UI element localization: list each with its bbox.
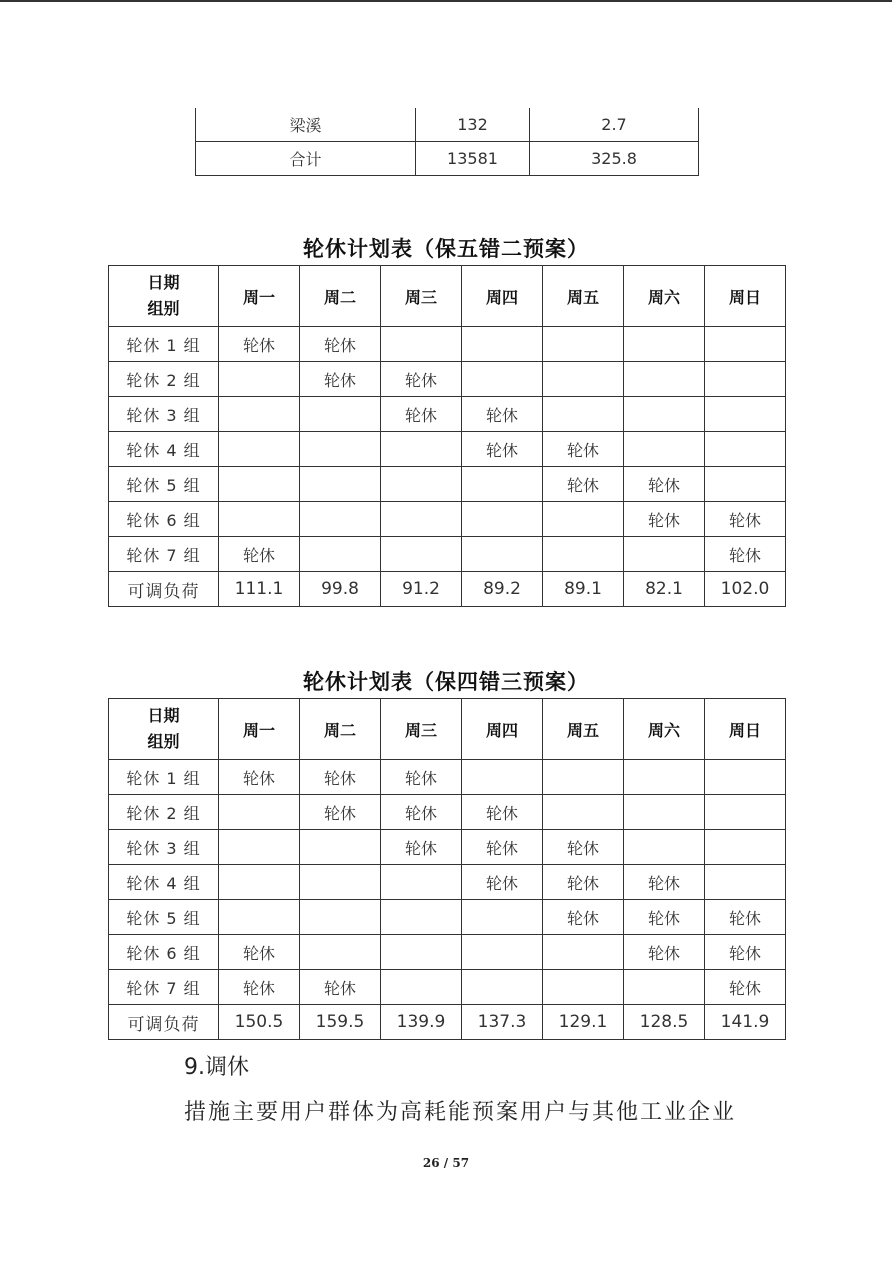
- schedule-cell: 轮休: [624, 502, 705, 537]
- schedule-cell: [300, 900, 381, 935]
- table-row: [109, 502, 786, 537]
- load-value-cell: 139.9: [381, 1005, 462, 1040]
- group-label-cell: 轮休 7 组: [109, 970, 219, 1005]
- group-label-cell: 轮休 1 组: [109, 327, 219, 362]
- group-label-cell: 轮休 2 组: [109, 362, 219, 397]
- schedule-cell: [381, 865, 462, 900]
- day-header-cell: 周三: [381, 266, 462, 327]
- schedule-cell: [462, 900, 543, 935]
- table-row: [109, 900, 786, 935]
- schedule-cell: 轮休: [705, 537, 786, 572]
- table-header-row: [109, 699, 786, 760]
- schedule-cell: [381, 537, 462, 572]
- load-value-cell: 89.1: [543, 572, 624, 607]
- schedule-cell: [624, 327, 705, 362]
- schedule-cell: [705, 397, 786, 432]
- schedule-cell: [705, 432, 786, 467]
- table-row: [109, 432, 786, 467]
- schedule-cell: [624, 537, 705, 572]
- schedule-cell: [300, 830, 381, 865]
- table-row: [109, 362, 786, 397]
- schedule-cell: 轮休: [219, 935, 300, 970]
- schedule-cell: [705, 467, 786, 502]
- schedule-cell: 轮休: [300, 760, 381, 795]
- schedule-cell: 轮休: [300, 362, 381, 397]
- schedule-cell: 轮休: [300, 970, 381, 1005]
- schedule-cell: [624, 362, 705, 397]
- schedule-cell: 轮休: [462, 865, 543, 900]
- table-cell: 13581: [416, 142, 530, 176]
- schedule-cell: 轮休: [705, 502, 786, 537]
- load-value-cell: 129.1: [543, 1005, 624, 1040]
- load-value-cell: 102.0: [705, 572, 786, 607]
- schedule-cell: 轮休: [381, 362, 462, 397]
- schedule-cell: 轮休: [705, 935, 786, 970]
- schedule-cell: [381, 432, 462, 467]
- schedule-cell: [543, 502, 624, 537]
- page-number: 26 / 57: [422, 1156, 470, 1170]
- schedule-cell: [219, 467, 300, 502]
- schedule-cell: 轮休: [462, 795, 543, 830]
- group-label-cell: 轮休 5 组: [109, 467, 219, 502]
- schedule-cell: [219, 900, 300, 935]
- body-paragraph: 措施主要用户群体为高耗能预案用户与其他工业企业: [184, 1100, 737, 1125]
- table-row: [196, 142, 699, 176]
- rotation-plan-table: [108, 698, 786, 1040]
- day-header-cell: 周二: [300, 699, 381, 760]
- schedule-cell: [705, 830, 786, 865]
- schedule-cell: [624, 795, 705, 830]
- schedule-cell: [624, 970, 705, 1005]
- day-header-cell: 周五: [543, 699, 624, 760]
- schedule-cell: [624, 830, 705, 865]
- plan-table-title: 轮休计划表（保四错三预案）: [303, 670, 589, 694]
- schedule-cell: [219, 362, 300, 397]
- group-label-cell: 轮休 2 组: [109, 795, 219, 830]
- schedule-cell: [543, 935, 624, 970]
- schedule-cell: 轮休: [462, 397, 543, 432]
- table-header-row: [109, 266, 786, 327]
- plan-table-title: 轮休计划表（保五错二预案）: [303, 237, 589, 261]
- table-cell: 合计: [196, 142, 416, 176]
- schedule-cell: 轮休: [624, 935, 705, 970]
- schedule-cell: 轮休: [624, 467, 705, 502]
- table-cell: 132: [416, 108, 530, 142]
- schedule-cell: [300, 537, 381, 572]
- schedule-cell: [462, 327, 543, 362]
- load-value-cell: 150.5: [219, 1005, 300, 1040]
- schedule-cell: [624, 432, 705, 467]
- schedule-cell: 轮休: [543, 865, 624, 900]
- schedule-cell: [381, 900, 462, 935]
- schedule-cell: 轮休: [300, 327, 381, 362]
- table-row: [109, 935, 786, 970]
- schedule-cell: [624, 760, 705, 795]
- continuation-table: [195, 108, 699, 176]
- load-value-cell: 99.8: [300, 572, 381, 607]
- schedule-cell: [705, 362, 786, 397]
- schedule-cell: 轮休: [381, 760, 462, 795]
- table-cell: 2.7: [530, 108, 699, 142]
- schedule-cell: [219, 432, 300, 467]
- schedule-cell: [300, 467, 381, 502]
- day-header-cell: 周二: [300, 266, 381, 327]
- schedule-cell: 轮休: [219, 327, 300, 362]
- day-header-cell: 周一: [219, 266, 300, 327]
- day-header-cell: 周四: [462, 699, 543, 760]
- table-row: [109, 970, 786, 1005]
- schedule-cell: [705, 865, 786, 900]
- schedule-cell: [624, 397, 705, 432]
- schedule-cell: [219, 830, 300, 865]
- schedule-cell: [300, 935, 381, 970]
- schedule-cell: [543, 397, 624, 432]
- table-row: [109, 830, 786, 865]
- day-header-cell: 周一: [219, 699, 300, 760]
- schedule-cell: 轮休: [462, 432, 543, 467]
- schedule-cell: [300, 502, 381, 537]
- schedule-cell: 轮休: [300, 795, 381, 830]
- schedule-cell: [381, 970, 462, 1005]
- group-label-cell: 轮休 6 组: [109, 935, 219, 970]
- table-cell: 梁溪: [196, 108, 416, 142]
- schedule-cell: [219, 865, 300, 900]
- adjustable-load-row: [109, 1005, 786, 1040]
- schedule-cell: [300, 432, 381, 467]
- group-label-cell: 轮休 4 组: [109, 432, 219, 467]
- schedule-cell: [543, 795, 624, 830]
- table-row: [196, 108, 699, 142]
- load-value-cell: 141.9: [705, 1005, 786, 1040]
- table-row: [109, 760, 786, 795]
- schedule-cell: [462, 970, 543, 1005]
- schedule-cell: [381, 327, 462, 362]
- corner-header-cell: [109, 699, 219, 760]
- schedule-cell: [462, 935, 543, 970]
- load-value-cell: 89.2: [462, 572, 543, 607]
- group-label-cell: 轮休 1 组: [109, 760, 219, 795]
- table-cell: 325.8: [530, 142, 699, 176]
- schedule-cell: 轮休: [543, 830, 624, 865]
- schedule-cell: 轮休: [705, 970, 786, 1005]
- schedule-cell: 轮休: [624, 900, 705, 935]
- load-label-cell: 可调负荷: [109, 572, 219, 607]
- schedule-cell: [462, 537, 543, 572]
- table-row: [109, 537, 786, 572]
- schedule-cell: [543, 537, 624, 572]
- schedule-cell: [705, 795, 786, 830]
- schedule-cell: [705, 760, 786, 795]
- corner-header-cell: [109, 266, 219, 327]
- schedule-cell: [462, 760, 543, 795]
- table-row: [109, 397, 786, 432]
- schedule-cell: 轮休: [381, 830, 462, 865]
- schedule-cell: [219, 795, 300, 830]
- day-header-cell: 周六: [624, 699, 705, 760]
- schedule-cell: [381, 502, 462, 537]
- table-row: [109, 795, 786, 830]
- schedule-cell: 轮休: [462, 830, 543, 865]
- table-row: [109, 865, 786, 900]
- table-row: [109, 327, 786, 362]
- load-value-cell: 91.2: [381, 572, 462, 607]
- schedule-cell: [300, 865, 381, 900]
- group-label-cell: 轮休 7 组: [109, 537, 219, 572]
- schedule-cell: 轮休: [705, 900, 786, 935]
- rotation-plan-table: [108, 265, 786, 607]
- load-value-cell: 82.1: [624, 572, 705, 607]
- schedule-cell: 轮休: [624, 865, 705, 900]
- schedule-cell: 轮休: [219, 760, 300, 795]
- schedule-cell: 轮休: [219, 537, 300, 572]
- group-header-label: 组别: [147, 299, 180, 318]
- schedule-cell: [543, 327, 624, 362]
- schedule-cell: [543, 760, 624, 795]
- schedule-cell: 轮休: [381, 795, 462, 830]
- table-row: [109, 467, 786, 502]
- schedule-cell: [462, 467, 543, 502]
- schedule-cell: 轮休: [543, 432, 624, 467]
- schedule-cell: [462, 362, 543, 397]
- group-header-label: 组别: [147, 732, 180, 751]
- schedule-cell: [219, 502, 300, 537]
- load-label-cell: 可调负荷: [109, 1005, 219, 1040]
- group-label-cell: 轮休 6 组: [109, 502, 219, 537]
- load-value-cell: 159.5: [300, 1005, 381, 1040]
- schedule-cell: [381, 467, 462, 502]
- load-value-cell: 137.3: [462, 1005, 543, 1040]
- day-header-cell: 周六: [624, 266, 705, 327]
- date-header-label: 日期: [147, 706, 180, 725]
- schedule-cell: [543, 362, 624, 397]
- schedule-cell: 轮休: [381, 397, 462, 432]
- schedule-cell: [300, 397, 381, 432]
- schedule-cell: [543, 970, 624, 1005]
- load-value-cell: 128.5: [624, 1005, 705, 1040]
- day-header-cell: 周四: [462, 266, 543, 327]
- group-label-cell: 轮休 4 组: [109, 865, 219, 900]
- schedule-cell: [705, 327, 786, 362]
- day-header-cell: 周日: [705, 266, 786, 327]
- section-heading: 9.调休: [184, 1055, 249, 1080]
- day-header-cell: 周三: [381, 699, 462, 760]
- top-border-line: [0, 0, 892, 2]
- adjustable-load-row: [109, 572, 786, 607]
- group-label-cell: 轮休 3 组: [109, 830, 219, 865]
- schedule-cell: 轮休: [219, 970, 300, 1005]
- load-value-cell: 111.1: [219, 572, 300, 607]
- schedule-cell: [462, 502, 543, 537]
- day-header-cell: 周日: [705, 699, 786, 760]
- schedule-cell: 轮休: [543, 900, 624, 935]
- schedule-cell: [381, 935, 462, 970]
- group-label-cell: 轮休 5 组: [109, 900, 219, 935]
- date-header-label: 日期: [147, 273, 180, 292]
- day-header-cell: 周五: [543, 266, 624, 327]
- schedule-cell: 轮休: [543, 467, 624, 502]
- group-label-cell: 轮休 3 组: [109, 397, 219, 432]
- schedule-cell: [219, 397, 300, 432]
